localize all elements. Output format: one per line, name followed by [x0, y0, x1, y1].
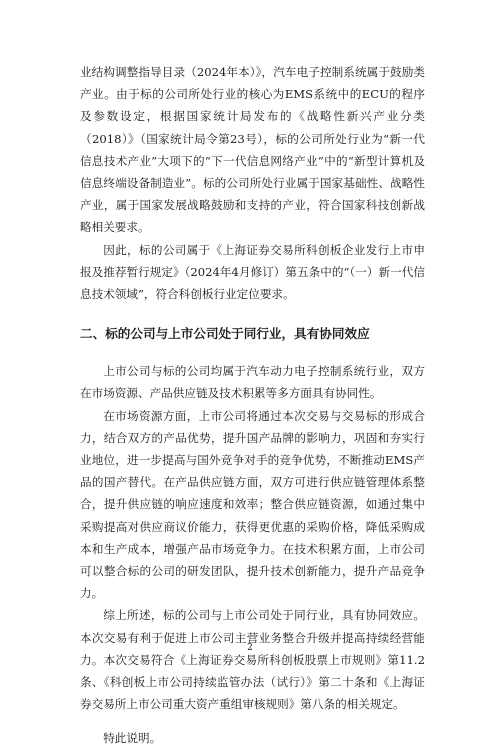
section-heading: 二、标的公司与上市公司处于同行业，具有协同效应: [80, 326, 370, 342]
closing-statement: 特此说明。: [103, 731, 162, 746]
paragraph-synergy-details: 在市场资源方面，上市公司将通过本次交易与交易标的形成合力，结合双方的产品优势，提升国产品牌的影响力，巩固和夯实行业地位，进一步提高与国外竞争对手的竞争优势，不断推动EMS产品的国产替代。在产品供应链方面，双方可进行供应链管理体系整合，提升供应链的响应速度和效率；整合供应链资源，如通过集中采购提高对供应商议价能力，获得更优惠的采购价格，降低采购成本和生产成本，增强产品市场竞争力。在技术积累方面，上市公司可以整合标的公司的研发团队，提升技术创新能力，提升产品竞争力。: [80, 408, 425, 601]
page-number: 2: [247, 643, 253, 653]
paragraph-star-market-positioning: 因此，标的公司属于《上海证券交易所科创板企业发行上市申报及推荐暂行规定》（2024年4月修订）第五条中的“（一）新一代信息技术领域”，符合科创板行业定位要求。: [80, 242, 425, 302]
paragraph-industry-classification: 业结构调整指导目录（2024年本）》，汽车电子控制系统属于鼓励类产业。由于标的公司所处行业的核心为EMS系统中的ECU的程序及参数设定，根据国家统计局发布的《战略性新兴产业分类（2018）》（国家统计局令第23号），标的公司所处行业为“新一代信息技术产业”大项下的“下一代信息网络产业”中的“新型计算机及信息终端设备制造业”。标的公司所处行业属于国家基础性、战略性产业，属于国家发展战略鼓励和支持的产业，符合国家科技创新战略相关要求。: [80, 65, 425, 235]
paragraph-conclusion: 综上所述，标的公司与上市公司处于同行业，具有协同效应。本次交易有利于促进上市公司主营业务整合升级并提高持续经营能力。本次交易符合《上海证券交易所科创板股票上市规则》第11.2条、《科创板上市公司持续监管办法（试行）》第二十条和《上海证券交易所上市公司重大资产重组审核规则》第八条的相关规定。: [80, 608, 425, 712]
paragraph-same-industry: 上市公司与标的公司均属于汽车动力电子控制系统行业，双方在市场资源、产品供应链及技术积累等多方面具有协同性。: [80, 364, 425, 401]
